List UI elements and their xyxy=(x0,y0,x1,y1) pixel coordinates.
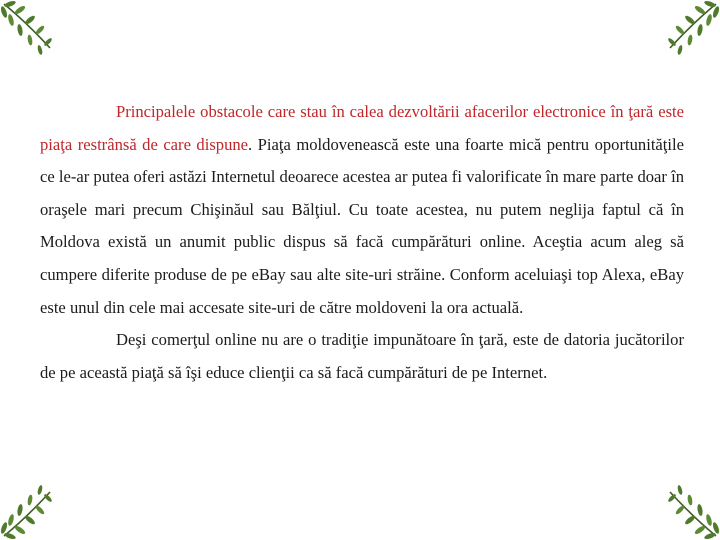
leaf-branch-icon xyxy=(656,0,720,64)
leaf-branch-icon xyxy=(0,0,64,64)
paragraph-body: . Piaţa moldovenească este una foarte mică pentru oportunităţile ce le-ar putea oferi astăzi Internetul deoarece acestea ar putea fi valorificate în mare parte doar în oraşele mari precum Chişinăul sau Bălţiul. Cu toate acestea, nu putem neglija faptul că în Moldova există un anumit public dispus să facă cumpărături online. Aceştia acum aleg să cumpere diferite produse de pe eBay sau alte site-uri străine. Conform aceluiaşi top Alexa, eBay este unul din cele mai accesate site-uri de către moldoveni la ora actuală. xyxy=(40,134,685,317)
leaf-branch-icon xyxy=(0,476,64,540)
highlighted-sentence: Principalele obstacole care stau în calea dezvoltării afacerilor electronice în ţară este piaţa restrânsă de care dispune xyxy=(40,102,684,154)
corner-ornament-top-left xyxy=(0,0,64,64)
paragraph-conclusion xyxy=(40,324,684,389)
leaf-branch-icon xyxy=(656,476,720,540)
corner-ornament-bottom-left xyxy=(0,476,64,540)
corner-ornament-top-right xyxy=(656,0,720,64)
paragraph-intro xyxy=(40,96,684,324)
corner-ornament-bottom-right xyxy=(656,476,720,540)
paragraph-body: Deşi comerţul online nu are o tradiţie impunătoare în ţară, este de datoria jucătorilor de pe această piaţă să îşi educe clienţii ca să facă cumpărături de pe Internet. xyxy=(40,330,684,382)
slide-body-text xyxy=(40,96,684,389)
